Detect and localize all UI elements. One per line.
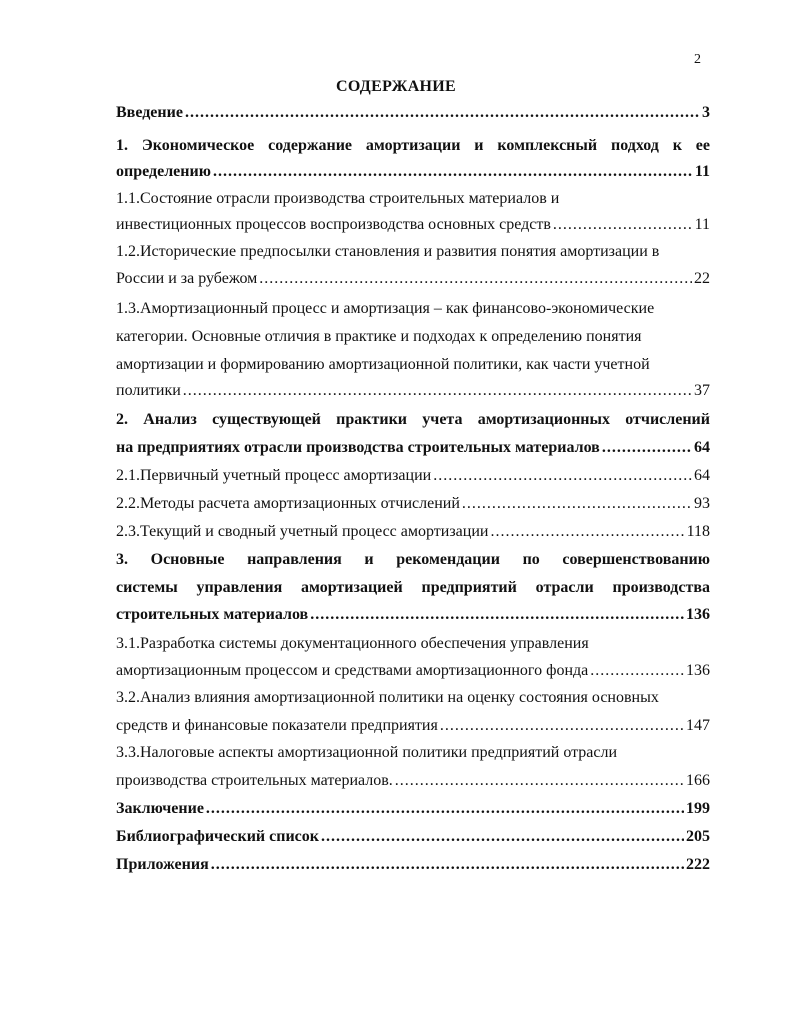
- toc-entry-page: 118: [686, 523, 710, 540]
- dot-leader: [183, 381, 692, 401]
- toc-entry-text: средств и финансовые показатели предприятия: [116, 717, 438, 734]
- toc-entry-page: 3: [702, 104, 710, 121]
- toc-entry-page: 166: [686, 772, 710, 789]
- toc-entry-2-3[interactable]: [116, 522, 710, 542]
- toc-entry-introduction[interactable]: [116, 103, 710, 123]
- dot-leader: [211, 855, 684, 875]
- toc-entry-chapter-2-line: 2. Анализ существующей практики учета амортизационных отчислений: [116, 411, 710, 428]
- dot-leader: [395, 771, 684, 791]
- toc-entry-text: 2.2.Методы расчета амортизационных отчислений: [116, 495, 460, 512]
- toc-entry-chapter-1-line: 1. Экономическое содержание амортизации и комплексный подход к ее: [116, 137, 710, 154]
- toc-entry-text: Заключение: [116, 800, 204, 817]
- toc-entry-text: 2.3.Текущий и сводный учетный процесс амортизации: [116, 523, 489, 540]
- toc-entry-page: 22: [694, 270, 710, 287]
- toc-entry-3-2[interactable]: [116, 716, 710, 736]
- toc-entry-page: 147: [686, 717, 710, 734]
- dot-leader: [602, 438, 692, 458]
- dot-leader: [310, 605, 684, 625]
- toc-entry-1-1-line: 1.1.Состояние отрасли производства строительных материалов и: [116, 190, 560, 207]
- dot-leader: [553, 215, 693, 235]
- toc-entry-1-1[interactable]: [116, 215, 710, 235]
- toc-entry-2-2[interactable]: [116, 494, 710, 514]
- toc-entry-page: 11: [694, 216, 710, 233]
- page-title: СОДЕРЖАНИЕ: [335, 78, 457, 95]
- toc-entry-chapter-2[interactable]: [116, 438, 710, 458]
- toc-entry-page: 136: [686, 606, 710, 623]
- toc-entry-conclusion[interactable]: [116, 799, 710, 819]
- toc-entry-3-3[interactable]: [116, 771, 710, 791]
- toc-entry-text: 2.1.Первичный учетный процесс амортизации: [116, 467, 432, 484]
- toc-entry-page: 64: [694, 439, 710, 456]
- toc-entry-chapter-3-line: системы управления амортизацией предприятий отрасли производства: [116, 579, 710, 596]
- dot-leader: [206, 799, 684, 819]
- toc-entry-chapter-1[interactable]: [116, 162, 710, 182]
- toc-entry-text: производства строительных материалов.: [116, 772, 393, 789]
- toc-entry-page: 93: [694, 495, 710, 512]
- toc-entry-page: 64: [694, 467, 710, 484]
- dot-leader: [490, 522, 684, 542]
- toc-entry-text: на предприятиях отрасли производства строительных материалов: [116, 439, 600, 456]
- toc-entry-1-3-line: категории. Основные отличия в практике и подходах к определению понятия: [116, 328, 642, 345]
- dot-leader: [590, 661, 684, 681]
- toc-entry-3-2-line: 3.2.Анализ влияния амортизационной политики на оценку состояния основных: [116, 689, 659, 706]
- toc-entry-text: определению: [116, 163, 211, 180]
- toc-entry-3-3-line: 3.3.Налоговые аспекты амортизационной политики предприятий отрасли: [116, 744, 618, 761]
- toc-entry-1-3-line: 1.3.Амортизационный процесс и амортизация – как финансово-экономические: [116, 300, 655, 317]
- toc-entry-page: 136: [686, 662, 710, 679]
- toc-entry-1-3[interactable]: [116, 381, 710, 401]
- page-number: 2: [694, 52, 701, 67]
- dot-leader: [440, 716, 684, 736]
- toc-entry-page: 199: [686, 800, 710, 817]
- toc-entry-text: Библиографический список: [116, 828, 319, 845]
- dot-leader: [185, 103, 700, 123]
- toc-entry-text: инвестиционных процессов воспроизводства основных средств: [116, 216, 551, 233]
- toc-entry-text: Введение: [116, 104, 183, 121]
- toc-entry-3-1[interactable]: [116, 661, 710, 681]
- toc-entry-page: 37: [694, 382, 710, 399]
- toc-entry-page: 205: [686, 828, 710, 845]
- dot-leader: [433, 466, 692, 486]
- toc-entry-1-3-line: амортизации и формированию амортизационной политики, как части учетной: [116, 356, 650, 373]
- toc-entry-appendices[interactable]: [116, 855, 710, 875]
- toc-entry-2-1[interactable]: [116, 466, 710, 486]
- toc-entry-1-2-line: 1.2.Исторические предпосылки становления и развития понятия амортизации в: [116, 243, 660, 260]
- toc-entry-page: 222: [686, 856, 710, 873]
- toc-entry-text: амортизационным процессом и средствами амортизационного фонда: [116, 662, 589, 679]
- dot-leader: [321, 827, 684, 847]
- dot-leader: [213, 162, 693, 182]
- toc-entry-text: России и за рубежом: [116, 270, 258, 287]
- dot-leader: [462, 494, 692, 514]
- toc-entry-bibliography[interactable]: [116, 827, 710, 847]
- toc-entry-3-1-line: 3.1.Разработка системы документационного обеспечения управления: [116, 635, 589, 652]
- toc-entry-1-2[interactable]: [116, 269, 710, 289]
- toc-entry-text: политики: [116, 382, 181, 399]
- toc-entry-text: строительных материалов: [116, 606, 309, 623]
- toc-entry-text: Приложения: [116, 856, 209, 873]
- toc-entry-chapter-3-line: 3. Основные направления и рекомендации по совершенствованию: [116, 551, 710, 568]
- dot-leader: [259, 269, 692, 289]
- toc-entry-chapter-3[interactable]: [116, 605, 710, 625]
- toc-entry-page: 11: [694, 163, 710, 180]
